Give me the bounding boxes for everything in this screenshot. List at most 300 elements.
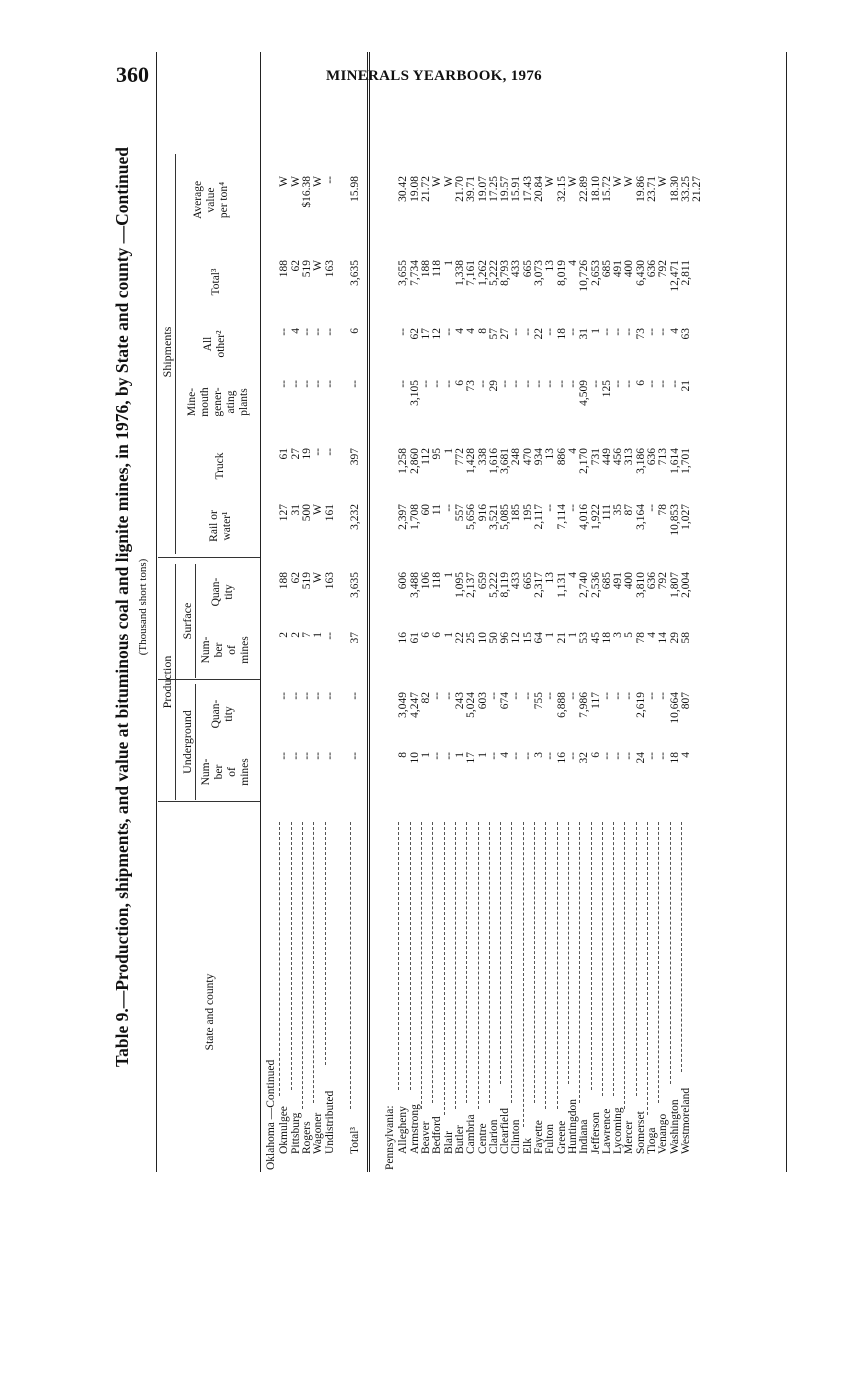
- table-row: [421, 42, 432, 1172]
- table-row: [647, 42, 658, 1172]
- dot-leader: [557, 822, 558, 1109]
- cell-allother: 6: [348, 328, 361, 334]
- cell-total: 792: [657, 260, 670, 278]
- table-row: [489, 42, 500, 1172]
- cell-ug-number: --: [278, 752, 291, 760]
- cell-allother: --: [623, 328, 636, 336]
- cell-minemouth: 6: [453, 380, 466, 386]
- cell-truck: 19: [300, 448, 313, 460]
- cell-total: 8,019: [555, 260, 568, 286]
- cell-sf-quantity: 1,095: [453, 572, 466, 598]
- table-row: [511, 42, 522, 1172]
- cell-ug-number: 24: [634, 752, 647, 764]
- cell-ug-quantity: --: [623, 692, 636, 700]
- cell-allother: 4: [289, 328, 302, 334]
- cell-minemouth: --: [312, 380, 325, 388]
- cell-allother: --: [510, 328, 523, 336]
- cell-rail: 3,521: [487, 504, 500, 530]
- cell-rail: 1,027: [679, 504, 692, 530]
- dot-leader: [432, 822, 433, 1103]
- dot-leader: [591, 822, 592, 1090]
- cell-total: 10,726: [578, 260, 591, 292]
- cell-ug-number: --: [657, 752, 670, 760]
- page-number: 360: [116, 62, 149, 87]
- cell-ug-quantity: --: [300, 692, 313, 700]
- cell-truck: 1,428: [465, 448, 478, 474]
- dot-leader: [624, 822, 625, 1109]
- cell-avgvalue: W: [312, 176, 325, 187]
- cell-sf-number: 37: [348, 632, 361, 644]
- cell-avgvalue: 18.10: [589, 176, 602, 202]
- cell-minemouth: --: [278, 380, 291, 388]
- cell-truck: 713: [657, 448, 670, 466]
- cell-ug-number: 18: [668, 752, 681, 764]
- cell-total: 636: [646, 260, 658, 278]
- col-header-rail: Rail or water¹: [208, 510, 233, 542]
- cell-ug-number: --: [600, 752, 613, 760]
- table-row: [670, 42, 681, 1172]
- cell-truck: 1,258: [397, 448, 410, 474]
- dot-leader: [579, 822, 580, 1103]
- cell-ug-quantity: --: [600, 692, 613, 700]
- cell-sf-number: 21: [555, 632, 568, 644]
- cell-rail: 35: [612, 504, 625, 516]
- table-row: [444, 42, 455, 1172]
- cell-sf-quantity: 118: [431, 572, 444, 589]
- shipments-underline: [175, 154, 176, 554]
- cell-ug-quantity: 674: [499, 692, 512, 710]
- cell-truck: 886: [555, 448, 568, 466]
- cell-allother: --: [397, 328, 410, 336]
- county-name: Somerset: [634, 1111, 647, 1154]
- cell-minemouth: --: [476, 380, 489, 388]
- county-name: Centre: [476, 1123, 489, 1154]
- cell-minemouth: 29: [487, 380, 500, 392]
- table-row: [602, 42, 613, 1172]
- cell-sf-quantity: 659: [476, 572, 489, 590]
- cell-avgvalue: W: [442, 176, 455, 187]
- underground-underline: [195, 684, 196, 800]
- cell-sf-number: 1: [544, 632, 557, 638]
- dot-leader: [523, 822, 524, 1127]
- cell-sf-number: 58: [679, 632, 692, 644]
- cell-minemouth: --: [544, 380, 557, 388]
- cell-truck: 3,186: [634, 448, 647, 474]
- cell-allother: 4: [668, 328, 681, 334]
- cell-allother: --: [566, 328, 579, 336]
- cell-total: 3,655: [397, 260, 410, 286]
- table-row: [478, 42, 489, 1172]
- cell-ug-number: --: [646, 752, 658, 760]
- underground-header: Underground: [180, 710, 194, 774]
- dot-leader: [602, 822, 603, 1096]
- cell-sf-number: 12: [510, 632, 523, 644]
- production-underline: [175, 564, 176, 800]
- cell-ug-number: --: [510, 752, 523, 760]
- total-row: [350, 42, 361, 1172]
- cell-rail: W: [312, 504, 325, 515]
- cell-ug-number: 10: [408, 752, 421, 764]
- cell-ug-quantity: 7,986: [578, 692, 591, 718]
- cell-sf-number: 78: [634, 632, 647, 644]
- cell-avgvalue: 17.43: [521, 176, 534, 202]
- cell-truck: 338: [476, 448, 489, 466]
- dot-leader: [313, 822, 314, 1103]
- dot-leader: [291, 822, 292, 1090]
- cell-total: 163: [323, 260, 336, 278]
- cell-ug-quantity: --: [442, 692, 455, 700]
- cell-minemouth: --: [612, 380, 625, 388]
- cell-ug-number: --: [566, 752, 579, 760]
- cell-minemouth: --: [521, 380, 534, 388]
- table-row: [591, 42, 602, 1172]
- cell-sf-quantity: 4: [566, 572, 579, 578]
- cell-avgvalue: 21.27: [691, 176, 704, 202]
- cell-avgvalue: 19.07: [476, 176, 489, 202]
- cell-truck: 2,860: [408, 448, 421, 474]
- cell-total: 12,471: [668, 260, 681, 292]
- cell-ug-number: 1: [420, 752, 432, 758]
- cell-allother: --: [521, 328, 534, 336]
- cell-ug-quantity: 243: [453, 692, 466, 710]
- county-name: Jefferson: [589, 1112, 602, 1154]
- dot-leader: [647, 822, 648, 1115]
- cell-total: 6,430: [634, 260, 647, 286]
- cell-sf-quantity: 13: [544, 572, 557, 584]
- dot-leader: [325, 822, 326, 1065]
- cell-truck: --: [312, 448, 325, 456]
- cell-sf-number: 50: [487, 632, 500, 644]
- dot-leader: [658, 822, 659, 1103]
- county-name: Greene: [555, 1120, 568, 1154]
- cell-ug-quantity: 5,024: [465, 692, 478, 718]
- cell-sf-quantity: 2,740: [578, 572, 591, 598]
- cell-minemouth: --: [289, 380, 302, 388]
- cell-rail: 5,085: [499, 504, 512, 530]
- cell-minemouth: --: [589, 380, 602, 388]
- table-title: Table 9.—Production, shipments, and value at bituminous coal and lignite mines, in 1976, by State and county —Continued: [112, 147, 132, 1067]
- county-name: Armstrong: [408, 1104, 421, 1154]
- cell-sf-quantity: 1,807: [668, 572, 681, 598]
- table-row: [545, 42, 556, 1172]
- cell-total: 5,222: [487, 260, 500, 286]
- production-header: Production: [160, 655, 174, 709]
- cell-sf-number: 3: [612, 632, 625, 638]
- table-row: [325, 42, 336, 1172]
- cell-sf-quantity: W: [312, 572, 325, 583]
- cell-ug-number: 32: [578, 752, 591, 764]
- cell-sf-quantity: 519: [300, 572, 313, 590]
- cell-rail: 161: [323, 504, 336, 522]
- table-row: [466, 42, 477, 1172]
- cell-total: 433: [510, 260, 523, 278]
- dot-leader: [421, 822, 422, 1109]
- cell-rail: 4,016: [578, 504, 591, 530]
- cell-avgvalue: --: [323, 176, 336, 184]
- cell-total: 13: [544, 260, 557, 272]
- cell-ug-quantity: --: [646, 692, 658, 700]
- cell-total: 2,811: [679, 260, 692, 286]
- cell-rail: 195: [521, 504, 534, 522]
- cell-minemouth: 125: [600, 380, 613, 398]
- cell-sf-quantity: 5,222: [487, 572, 500, 598]
- cell-sf-quantity: 2,317: [533, 572, 545, 598]
- dot-leader: [534, 822, 535, 1103]
- county-name: Westmoreland: [679, 1087, 692, 1154]
- cell-total: W: [312, 260, 325, 271]
- cell-sf-quantity: 433: [510, 572, 523, 590]
- cell-total: 1,338: [453, 260, 466, 286]
- cell-minemouth: --: [623, 380, 636, 388]
- county-name: Allegheny: [397, 1106, 410, 1154]
- cell-rail: --: [544, 504, 557, 512]
- cell-ug-number: 6: [589, 752, 602, 758]
- cell-rail: 557: [453, 504, 466, 522]
- cell-minemouth: --: [323, 380, 336, 388]
- cell-ug-number: 3: [533, 752, 545, 758]
- cell-allother: --: [612, 328, 625, 336]
- cell-ug-quantity: --: [278, 692, 291, 700]
- cell-avgvalue: 22.89: [578, 176, 591, 202]
- cell-minemouth: --: [431, 380, 444, 388]
- county-name: Fayette: [533, 1120, 545, 1154]
- cell-ug-quantity: 6,888: [555, 692, 568, 718]
- cell-ug-number: 1: [476, 752, 489, 758]
- header-separator: [158, 557, 260, 558]
- county-name: Wagoner: [312, 1112, 325, 1154]
- cell-ug-quantity: 755: [533, 692, 545, 710]
- cell-avgvalue: 17.25: [487, 176, 500, 202]
- section-name: Oklahoma —Continued: [265, 1059, 277, 1170]
- table-row: [523, 42, 534, 1172]
- cell-sf-number: 1: [566, 632, 579, 638]
- table-row: [579, 42, 590, 1172]
- cell-rail: 185: [510, 504, 523, 522]
- cell-sf-number: 4: [646, 632, 658, 638]
- cell-sf-quantity: 8,119: [499, 572, 512, 598]
- county-name: Pittsburg: [289, 1112, 302, 1154]
- cell-rail: 7,114: [555, 504, 568, 530]
- cell-total: 62: [289, 260, 302, 272]
- cell-truck: 1: [442, 448, 455, 454]
- cell-avgvalue: 15.72: [600, 176, 613, 202]
- cell-minemouth: --: [397, 380, 410, 388]
- cell-sf-number: 29: [668, 632, 681, 644]
- cell-rail: 60: [420, 504, 432, 516]
- cell-ug-number: --: [521, 752, 534, 760]
- cell-rail: 31: [289, 504, 302, 516]
- cell-minemouth: --: [442, 380, 455, 388]
- table-row: [624, 42, 635, 1172]
- dot-leader: [466, 822, 467, 1103]
- cell-rail: 1,922: [589, 504, 602, 530]
- col-header-avgvalue: Average value per ton⁴: [192, 180, 230, 220]
- table-row: [455, 42, 466, 1172]
- cell-ug-number: 4: [499, 752, 512, 758]
- top-rule: [156, 52, 157, 1172]
- cell-sf-quantity: 3,810: [634, 572, 647, 598]
- cell-sf-number: 1: [312, 632, 325, 638]
- cell-sf-quantity: 1: [442, 572, 455, 578]
- cell-sf-number: 45: [589, 632, 602, 644]
- col-header-truck: Truck: [214, 452, 226, 480]
- dot-leader: [500, 822, 501, 1084]
- cell-truck: 1,701: [679, 448, 692, 474]
- cell-rail: 5,656: [465, 504, 478, 530]
- col-header-sf-number: Num- ber of mines: [200, 636, 251, 664]
- cell-sf-quantity: 792: [657, 572, 670, 590]
- cell-sf-number: 2: [278, 632, 291, 638]
- cell-ug-quantity: 3,049: [397, 692, 410, 718]
- cell-allother: 17: [420, 328, 432, 340]
- cell-total: 4: [566, 260, 579, 266]
- cell-sf-number: 22: [453, 632, 466, 644]
- cell-allother: 18: [555, 328, 568, 340]
- county-name: Mercer: [623, 1120, 636, 1154]
- cell-allother: 31: [578, 328, 591, 340]
- cell-minemouth: --: [566, 380, 579, 388]
- cell-total: 3,635: [348, 260, 361, 286]
- cell-sf-number: 16: [397, 632, 410, 644]
- cell-ug-number: --: [323, 752, 336, 760]
- cell-allother: 73: [634, 328, 647, 340]
- surface-header: Surface: [180, 602, 194, 640]
- col-header-ug-quantity: Quan- tity: [210, 699, 235, 729]
- cell-total: 7,161: [465, 260, 478, 286]
- col-header-ug-number: Num- ber of mines: [200, 758, 251, 786]
- cell-sf-quantity: 106: [420, 572, 432, 590]
- cell-avgvalue: 21.72: [420, 176, 432, 202]
- cell-allother: --: [646, 328, 658, 336]
- cell-sf-number: 15: [521, 632, 534, 644]
- cell-rail: 11: [431, 504, 444, 516]
- cell-sf-number: 14: [657, 632, 670, 644]
- section-heading: [385, 42, 396, 1172]
- cell-truck: 112: [420, 448, 432, 465]
- cell-truck: 636: [646, 448, 658, 466]
- table-row: [279, 42, 290, 1172]
- table-row: [568, 42, 579, 1172]
- county-name: Fulton: [544, 1123, 557, 1154]
- cell-avgvalue: 21.70: [453, 176, 466, 202]
- cell-avgvalue: W: [289, 176, 302, 187]
- cell-truck: 456: [612, 448, 625, 466]
- cell-ug-quantity: --: [348, 692, 361, 700]
- surface-underline: [195, 564, 196, 678]
- cell-ug-number: --: [289, 752, 302, 760]
- cell-allother: --: [442, 328, 455, 336]
- cell-truck: 731: [589, 448, 602, 466]
- cell-sf-number: 96: [499, 632, 512, 644]
- cell-allother: 27: [499, 328, 512, 340]
- shipments-header: Shipments: [160, 326, 174, 378]
- cell-allother: --: [278, 328, 291, 336]
- cell-ug-number: --: [348, 752, 361, 760]
- county-name: Blair: [442, 1131, 455, 1154]
- cell-rail: --: [646, 504, 658, 512]
- cell-truck: 470: [521, 448, 534, 466]
- dot-leader: [279, 822, 280, 1096]
- cell-truck: 1,616: [487, 448, 500, 474]
- cell-avgvalue: W: [657, 176, 670, 187]
- county-name: Total³: [348, 1127, 361, 1154]
- cell-sf-quantity: 62: [289, 572, 302, 584]
- cell-minemouth: --: [499, 380, 512, 388]
- cell-avgvalue: 19.57: [499, 176, 512, 202]
- running-title: MINERALS YEARBOOK, 1976: [326, 68, 542, 84]
- dot-leader: [636, 822, 637, 1096]
- cell-rail: 127: [278, 504, 291, 522]
- county-name: Okmulgee: [278, 1106, 291, 1154]
- cell-ug-quantity: --: [510, 692, 523, 700]
- cell-ug-quantity: 10,664: [668, 692, 681, 724]
- cell-avgvalue: W: [278, 176, 291, 187]
- cell-total: 491: [612, 260, 625, 278]
- dot-leader: [568, 822, 569, 1084]
- dot-leader: [670, 822, 671, 1084]
- cell-rail: 87: [623, 504, 636, 516]
- county-name: Bedford: [431, 1116, 444, 1154]
- cell-allother: 22: [533, 328, 545, 340]
- cell-minemouth: --: [555, 380, 568, 388]
- cell-avgvalue: 19.86: [634, 176, 647, 202]
- cell-ug-quantity: --: [431, 692, 444, 700]
- double-rule: [367, 52, 370, 1172]
- cell-sf-quantity: 2,137: [465, 572, 478, 598]
- cell-minemouth: 21: [679, 380, 692, 392]
- cell-truck: 313: [623, 448, 636, 466]
- cell-sf-number: 61: [408, 632, 421, 644]
- cell-total: 1,262: [476, 260, 489, 286]
- cell-sf-quantity: 400: [623, 572, 636, 590]
- cell-avgvalue: W: [544, 176, 557, 187]
- cell-sf-quantity: 606: [397, 572, 410, 590]
- table-row: [313, 42, 324, 1172]
- cell-sf-quantity: 3,488: [408, 572, 421, 598]
- cell-sf-quantity: 2,004: [679, 572, 692, 598]
- cell-total: 1: [442, 260, 455, 266]
- cell-ug-quantity: 2,619: [634, 692, 647, 718]
- table-row: [302, 42, 313, 1172]
- cell-truck: 3,681: [499, 448, 512, 474]
- cell-sf-number: 7: [300, 632, 313, 638]
- cell-allother: 57: [487, 328, 500, 340]
- cell-minemouth: --: [348, 380, 361, 388]
- cell-sf-quantity: 665: [521, 572, 534, 590]
- cell-truck: 397: [348, 448, 361, 466]
- cell-minemouth: 6: [634, 380, 647, 386]
- cell-allother: 62: [408, 328, 421, 340]
- dot-leader: [455, 822, 456, 1109]
- cell-truck: 13: [544, 448, 557, 460]
- cell-minemouth: --: [646, 380, 658, 388]
- cell-allother: 1: [589, 328, 602, 334]
- cell-sf-quantity: 491: [612, 572, 625, 590]
- county-name: Tioga: [646, 1127, 658, 1154]
- cell-avgvalue: 32.15: [555, 176, 568, 202]
- cell-ug-number: --: [431, 752, 444, 760]
- rotated-table: [112, 42, 792, 1172]
- cell-avgvalue: 15.98: [348, 176, 361, 202]
- cell-allother: 4: [453, 328, 466, 334]
- cell-rail: 2,117: [533, 504, 545, 530]
- cell-sf-quantity: 188: [278, 572, 291, 590]
- cell-rail: 1,708: [408, 504, 421, 530]
- cell-sf-quantity: 3,635: [348, 572, 361, 598]
- header-separator: [158, 679, 260, 680]
- cell-ug-quantity: --: [487, 692, 500, 700]
- cell-ug-number: 16: [555, 752, 568, 764]
